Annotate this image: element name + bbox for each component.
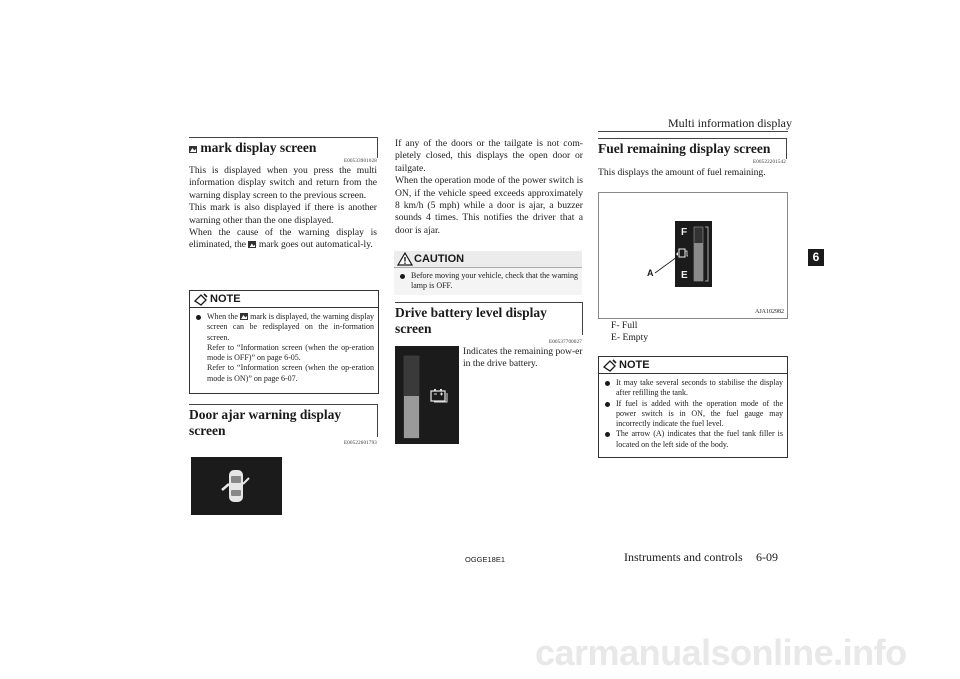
arrow-a-leader [651, 251, 681, 281]
footer-page-number: 6-09 [756, 550, 778, 564]
note-item: It may take several seconds to stabilise the display after refilling the tank. [603, 378, 783, 399]
legend-full: F- Full [611, 320, 638, 331]
caution-item: Before moving your vehicle, check that the warning lamp is OFF. [398, 271, 578, 292]
note-label: NOTE [210, 293, 241, 305]
mark-icon [240, 313, 248, 320]
gauge-empty-mark: E [681, 270, 688, 281]
battery-section-header [395, 302, 583, 335]
door-section-header [189, 404, 378, 437]
fuel-section-heading: Fuel remaining display screen [598, 141, 771, 156]
mark-section-heading: mark display screen [200, 140, 317, 155]
mark-section-code: E00533901028 [344, 159, 377, 164]
bullet-icon [605, 432, 610, 437]
battery-level-screen [395, 346, 459, 444]
chapter-tab-number: 6 [812, 250, 820, 264]
mark-section-body [189, 165, 377, 252]
chapter-tab [808, 249, 824, 266]
note-box-mark [189, 290, 379, 394]
legend-empty: E- Empty [611, 332, 649, 344]
footer-chapter: Instruments and controls [624, 550, 743, 564]
mark-paragraph-2: This mark is also displayed if there is another warning other than the one displayed. [189, 202, 377, 226]
battery-description: Indicates the remaining pow-er in the drive battery. [463, 346, 583, 370]
door-section-code: E00522601793 [344, 441, 377, 446]
fuel-figure [598, 192, 788, 319]
caution-box [394, 251, 582, 295]
mark-icon [189, 146, 197, 153]
note-item: If fuel is added with the operation mode of the power switch is in ON, the fuel gauge may incorrectly indicate the fuel level. [603, 399, 783, 430]
mark-icon [248, 241, 256, 248]
bullet-icon [196, 315, 201, 320]
fuel-section-header [598, 138, 787, 159]
fuel-legend [611, 320, 781, 345]
header-rule [598, 131, 788, 132]
warning-triangle-icon [397, 252, 413, 266]
note-item: When the mark is displayed, the warning display screen can be redisplayed on the in-formation screen. Refer to “Information screen (when the op-eration mode is OFF)” on page 6-05. Refer to “Information screen (when the op-eration mode is ON)” on page 6-07. [194, 312, 374, 384]
battery-section-code: E00537700027 [549, 340, 582, 345]
note-label: NOTE [619, 359, 650, 371]
mark-paragraph-1: This is displayed when you press the multi information display switch and return from the warning display screen to the previous screen. [189, 165, 377, 201]
note-icon [193, 292, 209, 306]
door-ajar-screen [191, 457, 282, 515]
gauge-full-mark: F [681, 227, 688, 238]
door-paragraph-1: If any of the doors or the tailgate is not com-pletely closed, this displays the open door or tailgate. [395, 138, 583, 174]
door-section-heading: Door ajar warning display screen [189, 407, 342, 438]
door-paragraph-2: When the operation mode of the power switch is ON, if the vehicle speed exceeds approximately 8 km/h (5 mph) while a door is ajar, a buzzer sounds 4 times. This notifies the driver that a door is ajar. [395, 175, 583, 236]
fuel-section-code: E00522201542 [753, 160, 786, 165]
footer-code: OGGE18E1 [465, 555, 506, 564]
mark-section-header [189, 137, 378, 158]
section-title: Multi information display [668, 116, 792, 130]
door-description [395, 138, 583, 237]
callout-a-label: A [647, 268, 654, 278]
car-top-view-icon [191, 457, 282, 515]
bullet-icon [605, 381, 610, 386]
note-icon [602, 358, 618, 372]
caution-label: CAUTION [414, 253, 465, 265]
note-box-fuel [598, 356, 788, 458]
bullet-icon [605, 402, 610, 407]
figure-code: AJA102982 [754, 309, 784, 315]
battery-section-heading: Drive battery level display screen [395, 305, 547, 336]
mark-paragraph-3: When the cause of the warning display is eliminated, the mark goes out automatical-ly. [189, 227, 377, 251]
note-item: The arrow (A) indicates that the fuel tank filler is located on the left side of the body. [603, 429, 783, 450]
watermark: carmanualsonline.info [535, 632, 907, 673]
fuel-description: This displays the amount of fuel remaining. [598, 167, 766, 178]
battery-gauge-icon [395, 346, 459, 444]
bullet-icon [400, 274, 405, 279]
